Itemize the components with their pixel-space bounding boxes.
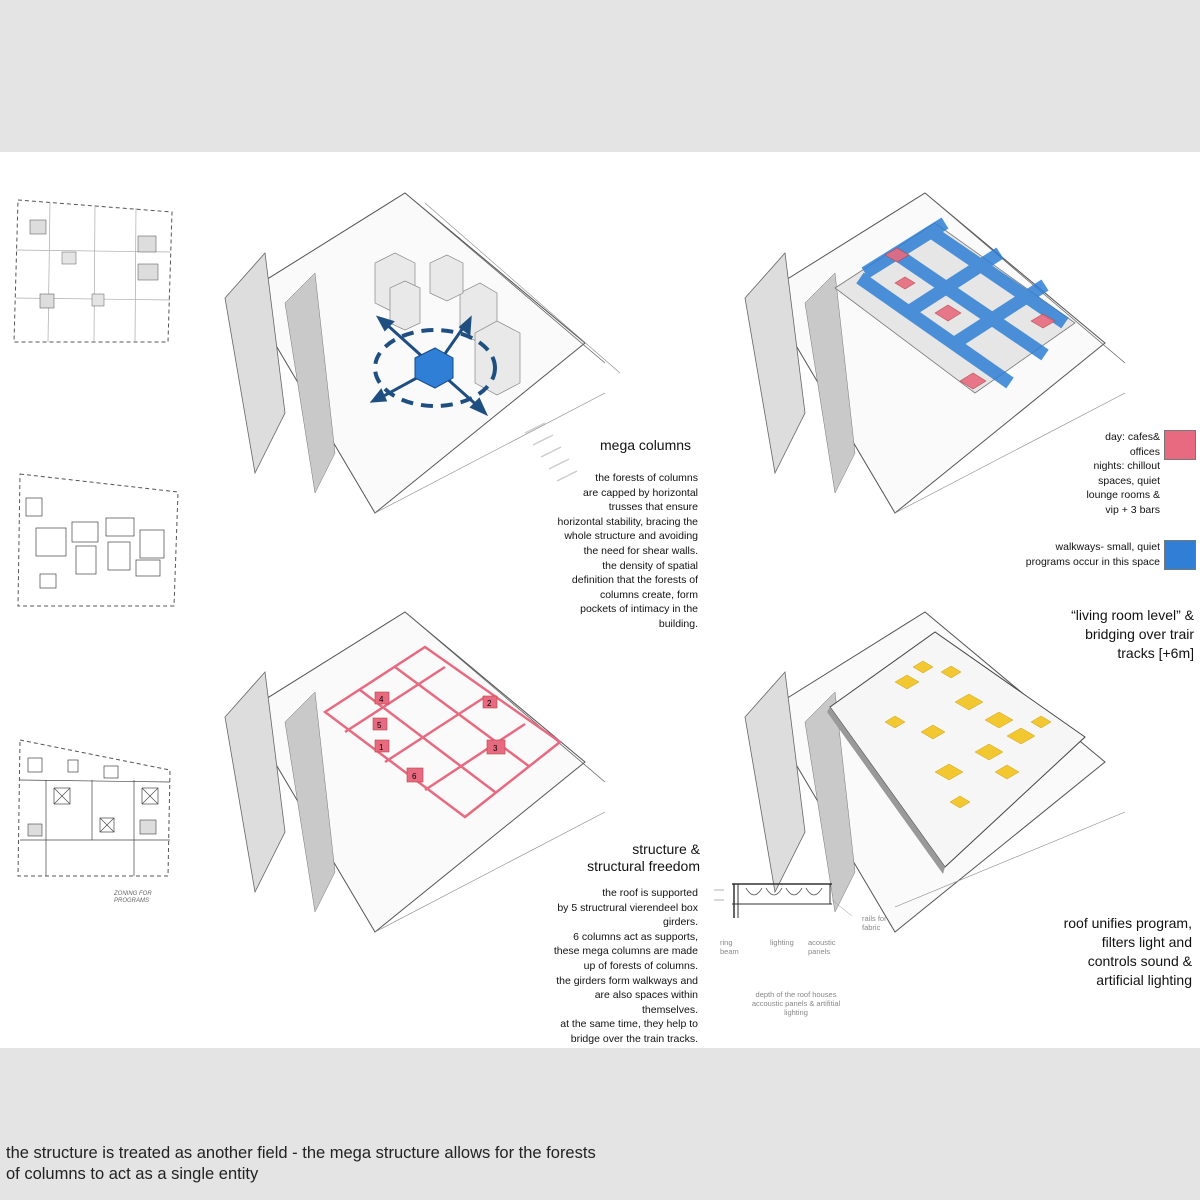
- living-room-title: “living room level” & bridging over trair tracks [+6m]: [1071, 607, 1194, 661]
- column-number: 4: [379, 695, 384, 704]
- site-sketch-1: [10, 190, 170, 350]
- section-note: depth of the roof houses accoustic panels & artifitial lighting: [751, 990, 841, 1017]
- pink-swatch: [1164, 430, 1196, 460]
- axo-roof: [745, 612, 1145, 912]
- column-number: 6: [412, 772, 417, 781]
- pink-program-label: day: cafes& offices nights: chillout spaces, quiet lounge rooms & vip + 3 bars: [1086, 431, 1160, 516]
- label-ring-beam: ring beam: [720, 938, 739, 956]
- structure-title: structure & structural freedom: [587, 841, 700, 874]
- roof-body: roof unifies program, filters light and controls sound & artificial lighting: [1063, 915, 1192, 988]
- column-number: 2: [487, 699, 492, 708]
- label-lighting: lighting: [770, 938, 794, 947]
- blue-program-label: walkways- small, quiet programs occur in this space: [1025, 541, 1160, 568]
- column-number: 1: [379, 743, 384, 752]
- site-sketch-2: [16, 470, 176, 610]
- structure-body: the roof is supported by 5 structrural vierendeel box girders. 6 columns act as supports, these mega columns are made up of forests of columns. the girders form walkways and are also spaces within themselves. at the same time, they help to bridge over the train tracks.: [553, 887, 698, 1045]
- site-sketch-3: [16, 736, 176, 886]
- label-acoustic-panels: acoustic panels: [808, 938, 836, 956]
- mega-columns-title: mega columns: [600, 437, 692, 453]
- roof-section-detail: [714, 882, 864, 932]
- column-number: 5: [377, 721, 382, 730]
- sketch-note: ZONING FOR PROGRAMS: [114, 891, 152, 904]
- board-caption: the structure is treated as another field - the mega structure allows for the forests of columns to act as a single entity: [6, 1144, 596, 1183]
- mega-columns-body: the forests of columns are capped by horizontal trusses that ensure horizontal stability, bracing the whole structure and avoiding the need for shear walls. the density of spatial definition that the forests of columns create, form pockets of intimacy in the building.: [557, 472, 698, 630]
- column-number: 3: [493, 744, 498, 753]
- blue-swatch: [1164, 540, 1196, 570]
- label-rails: rails for fabric: [862, 914, 887, 932]
